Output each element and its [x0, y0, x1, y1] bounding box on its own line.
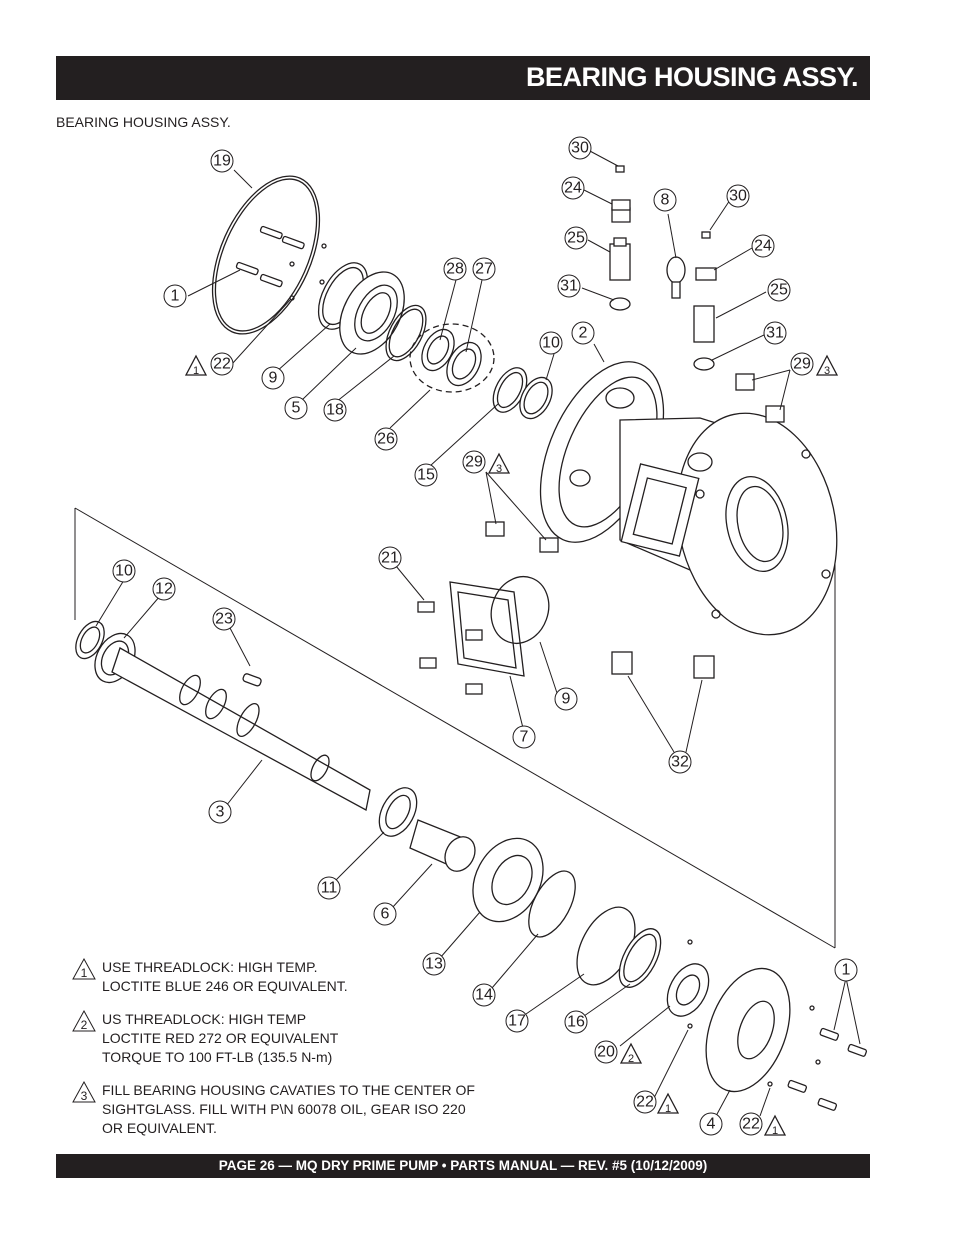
- svg-text:1: 1: [664, 1103, 672, 1115]
- callout-26: [375, 428, 397, 450]
- svg-text:22: 22: [636, 1093, 654, 1111]
- note-1: [72, 955, 552, 996]
- svg-text:1: 1: [80, 966, 88, 980]
- svg-text:1: 1: [771, 1125, 779, 1137]
- callout-22-upper: [211, 353, 233, 375]
- callout-7: [513, 726, 535, 748]
- plugs-32: [612, 652, 714, 678]
- svg-text:10: 10: [542, 334, 560, 352]
- note-3-line-3: OR EQUIVALENT.: [102, 1120, 217, 1136]
- svg-text:3: 3: [80, 1089, 88, 1103]
- triangle-marker: [621, 1044, 641, 1065]
- notes-section: [72, 955, 552, 1152]
- callout-30-top: [569, 137, 591, 159]
- svg-text:20: 20: [597, 1043, 615, 1061]
- shaft-3: [70, 617, 370, 810]
- footer-bar: [56, 1154, 870, 1178]
- page-title: BEARING HOUSING ASSY.: [525, 62, 858, 92]
- callout-15: [415, 464, 437, 486]
- svg-text:7: 7: [519, 728, 529, 746]
- svg-text:31: 31: [560, 277, 578, 295]
- svg-text:1: 1: [192, 365, 200, 377]
- svg-text:25: 25: [567, 229, 585, 247]
- callout-23: [213, 608, 235, 630]
- callout-31-left: [558, 275, 580, 297]
- svg-text:3: 3: [495, 463, 503, 475]
- svg-text:2: 2: [578, 324, 588, 342]
- svg-text:22: 22: [742, 1115, 760, 1133]
- svg-text:6: 6: [380, 905, 390, 923]
- gasket-ring-19: [191, 160, 342, 350]
- svg-text:12: 12: [155, 580, 173, 598]
- note-3: [72, 1081, 552, 1138]
- callout-18: [324, 399, 346, 421]
- note-2: [72, 1010, 552, 1067]
- svg-text:24: 24: [754, 237, 772, 255]
- callout-28: [444, 258, 466, 280]
- callout-9-upper: [262, 367, 284, 389]
- svg-text:13: 13: [425, 955, 443, 973]
- svg-text:2: 2: [627, 1053, 635, 1065]
- callout-29-right: [791, 353, 813, 375]
- note-2-line-2: LOCTITE RED 272 OR EQUIVALENT: [102, 1030, 339, 1046]
- svg-text:10: 10: [115, 562, 133, 580]
- svg-text:18: 18: [326, 401, 344, 419]
- svg-text:25: 25: [770, 281, 788, 299]
- svg-text:9: 9: [561, 690, 571, 708]
- callout-3: [209, 801, 231, 823]
- note-2-triangle-icon: [72, 1010, 96, 1032]
- note-3-line-1: FILL BEARING HOUSING CAVATIES TO THE CENTER OF: [102, 1082, 475, 1098]
- svg-text:2: 2: [80, 1018, 88, 1032]
- svg-text:16: 16: [567, 1013, 585, 1031]
- svg-text:29: 29: [793, 355, 811, 373]
- rings-15-10: [486, 362, 558, 424]
- callout-5: [285, 397, 307, 419]
- svg-text:9: 9: [268, 369, 278, 387]
- callout-10-lower: [113, 560, 135, 582]
- footer-text: PAGE 26 — MQ DRY PRIME PUMP • PARTS MANUAL — REV. #5 (10/12/2009): [218, 1158, 708, 1173]
- svg-text:24: 24: [564, 179, 582, 197]
- callout-8: [654, 189, 676, 211]
- note-3-triangle-icon: [72, 1081, 96, 1103]
- note-1-line-1: USE THREADLOCK: HIGH TEMP.: [102, 959, 318, 975]
- cap-screws-upper: [236, 226, 326, 300]
- svg-text:31: 31: [766, 324, 784, 342]
- svg-text:15: 15: [417, 466, 435, 484]
- svg-text:14: 14: [475, 986, 493, 1004]
- svg-text:19: 19: [213, 152, 231, 170]
- callout-25-right: [768, 279, 790, 301]
- note-1-line-2: LOCTITE BLUE 246 OR EQUIVALENT.: [102, 978, 348, 994]
- svg-text:29: 29: [465, 453, 483, 471]
- callout-6: [374, 903, 396, 925]
- svg-text:3: 3: [215, 803, 225, 821]
- diagram-subtitle: BEARING HOUSING ASSY.: [56, 114, 231, 130]
- callout-24-top: [562, 177, 584, 199]
- note-3-line-2: SIGHTGLASS. FILL WITH P\N 60078 OIL, GEAR ISO 220: [102, 1101, 466, 1117]
- callout-10-upper: [540, 332, 562, 354]
- callout-22-lower-right: [740, 1113, 762, 1135]
- triangle-marker: [658, 1094, 678, 1115]
- svg-text:1: 1: [841, 961, 851, 979]
- cover-plate-7: [418, 568, 558, 694]
- note-2-line-1: US THREADLOCK: HIGH TEMP: [102, 1011, 307, 1027]
- bearing-cap-5: [327, 261, 418, 365]
- callout-9-lower: [555, 688, 577, 710]
- svg-text:28: 28: [446, 260, 464, 278]
- callout-32: [669, 751, 691, 773]
- svg-text:32: 32: [671, 753, 689, 771]
- svg-text:27: 27: [475, 260, 493, 278]
- callout-1-upper: [164, 285, 186, 307]
- bearing-housing-2: [515, 343, 856, 650]
- svg-text:30: 30: [729, 187, 747, 205]
- svg-text:22: 22: [213, 355, 231, 373]
- svg-text:1: 1: [170, 287, 180, 305]
- svg-text:5: 5: [291, 399, 301, 417]
- triangle-marker: [489, 454, 509, 475]
- callout-1-lower: [835, 959, 857, 981]
- svg-text:30: 30: [571, 139, 589, 157]
- callout-12: [153, 578, 175, 600]
- svg-text:8: 8: [660, 191, 670, 209]
- triangle-marker: [186, 356, 206, 377]
- svg-text:23: 23: [215, 610, 233, 628]
- callout-11: [318, 877, 340, 899]
- note-2-line-3: TORQUE TO 100 FT-LB (135.5 N-m): [102, 1049, 333, 1065]
- triangle-marker: [817, 356, 837, 377]
- callout-19: [211, 150, 233, 172]
- svg-text:17: 17: [508, 1012, 526, 1030]
- callout-16: [565, 1011, 587, 1033]
- callout-21: [379, 547, 401, 569]
- callout-2: [572, 322, 594, 344]
- callout-29-left: [463, 451, 485, 473]
- callout-22-lower-left: [634, 1091, 656, 1113]
- svg-text:4: 4: [706, 1115, 716, 1133]
- callout-20: [595, 1041, 617, 1063]
- svg-text:11: 11: [320, 879, 338, 897]
- svg-text:3: 3: [823, 365, 831, 377]
- callout-4: [700, 1113, 722, 1135]
- callout-24-right: [752, 235, 774, 257]
- triangle-marker: [765, 1116, 785, 1137]
- svg-text:26: 26: [377, 430, 395, 448]
- note-1-triangle-icon: [72, 958, 96, 980]
- callout-30-right: [727, 185, 749, 207]
- callout-27: [473, 258, 495, 280]
- svg-text:21: 21: [381, 549, 399, 567]
- callout-25-top: [565, 227, 587, 249]
- callout-31-right: [764, 322, 786, 344]
